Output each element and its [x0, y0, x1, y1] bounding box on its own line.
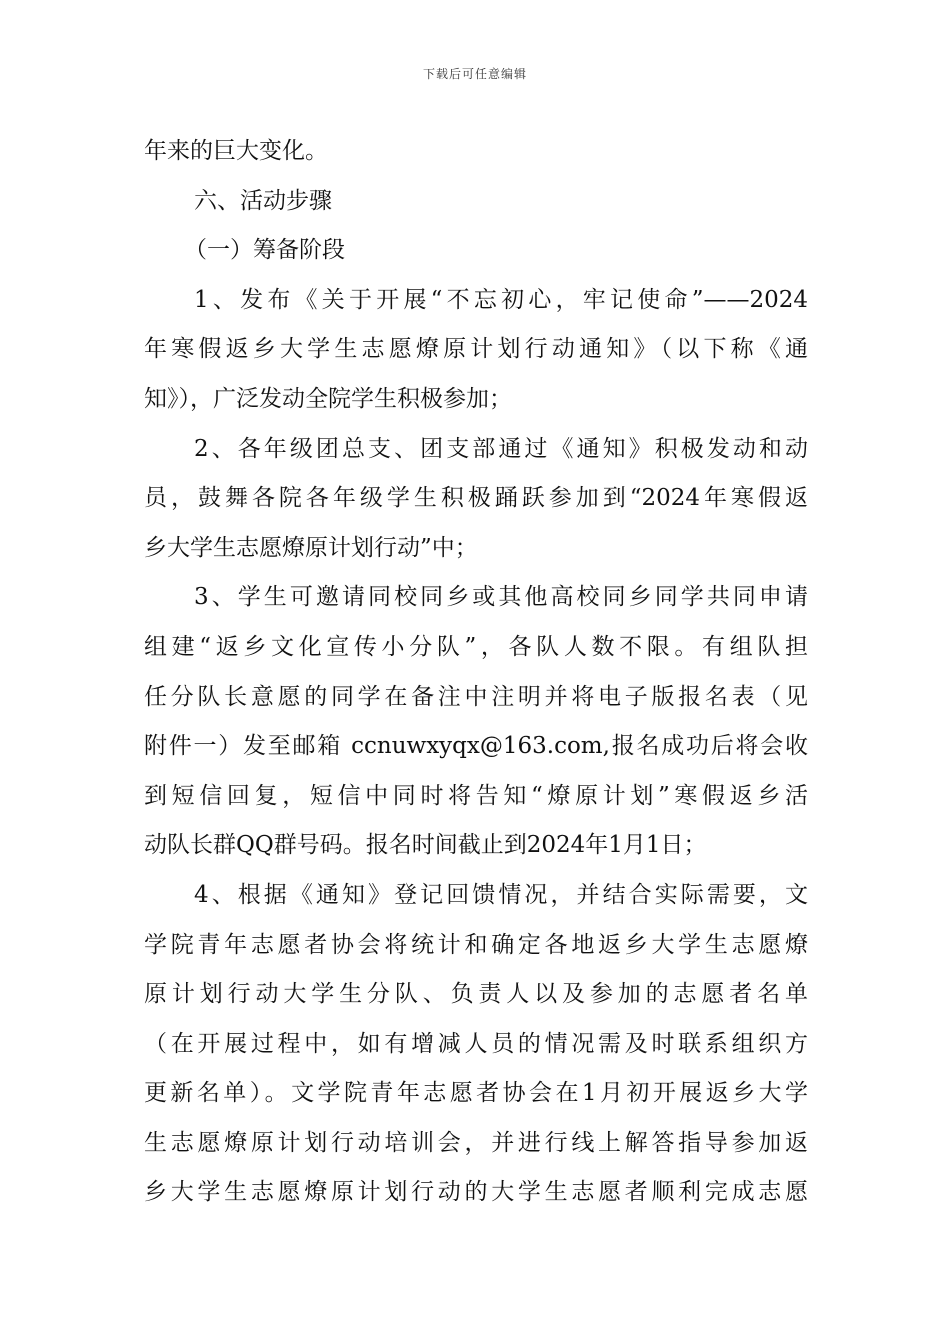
document-body [144, 127, 808, 1218]
text-line: 乡大学生志愿燎原计划行动的大学生志愿者顺利完成志愿 [144, 1179, 808, 1206]
text-line: 更新名单）。文学院青年志愿者协会在1月初开展返乡大学 [144, 1080, 808, 1107]
text-line: 生志愿燎原计划行动培训会，并进行线上解答指导参加返 [144, 1129, 808, 1156]
text-line: 4、根据《通知》登记回馈情况，并结合实际需要，文 [194, 881, 808, 908]
page-header-note: 下载后可任意编辑 [422, 67, 527, 81]
text-line: 员，鼓舞各院各年级学生积极踊跃参加到“2024年寒假返 [144, 485, 808, 512]
text-line: 原计划行动大学生分队、负责人以及参加的志愿者名单 [144, 981, 808, 1008]
text-line: 组建“返乡文化宣传小分队”，各队人数不限。有组队担 [144, 633, 808, 660]
text-line: （在开展过程中，如有增减人员的情况需及时联系组织方 [144, 1030, 808, 1057]
text-line: 3、学生可邀请同校同乡或其他高校同乡同学共同申请 [194, 584, 808, 611]
text-line: 2、各年级团总支、团支部通过《通知》积极发动和动 [194, 435, 808, 462]
text-line: 附件一）发至邮箱 ccnuwxyqx@163.com,报名成功后将会收 [144, 733, 808, 760]
text-line: 知》），广泛发动全院学生积极参加； [144, 385, 512, 412]
text-line: 年来的巨大变化。 [144, 138, 328, 164]
text-line: 任分队长意愿的同学在备注中注明并将电子版报名表（见 [144, 683, 808, 710]
text-line: 学院青年志愿者协会将统计和确定各地返乡大学生志愿燎 [144, 931, 808, 958]
text-line: 动队长群QQ群号码。报名时间截止到2024年1月1日； [144, 832, 707, 859]
text-line: 乡大学生志愿燎原计划行动”中； [144, 534, 478, 561]
section-heading: 六、活动步骤 [194, 187, 332, 214]
text-line: 到短信回复，短信中同时将告知“燎原计划”寒假返乡活 [144, 782, 808, 809]
text-line: 1、发布《关于开展“不忘初心，牢记使命”——2024 [194, 286, 808, 313]
text-line: 年寒假返乡大学生志愿燎原计划行动通知》（以下称《通 [144, 336, 808, 363]
subsection-heading: （一）筹备阶段 [184, 237, 345, 264]
